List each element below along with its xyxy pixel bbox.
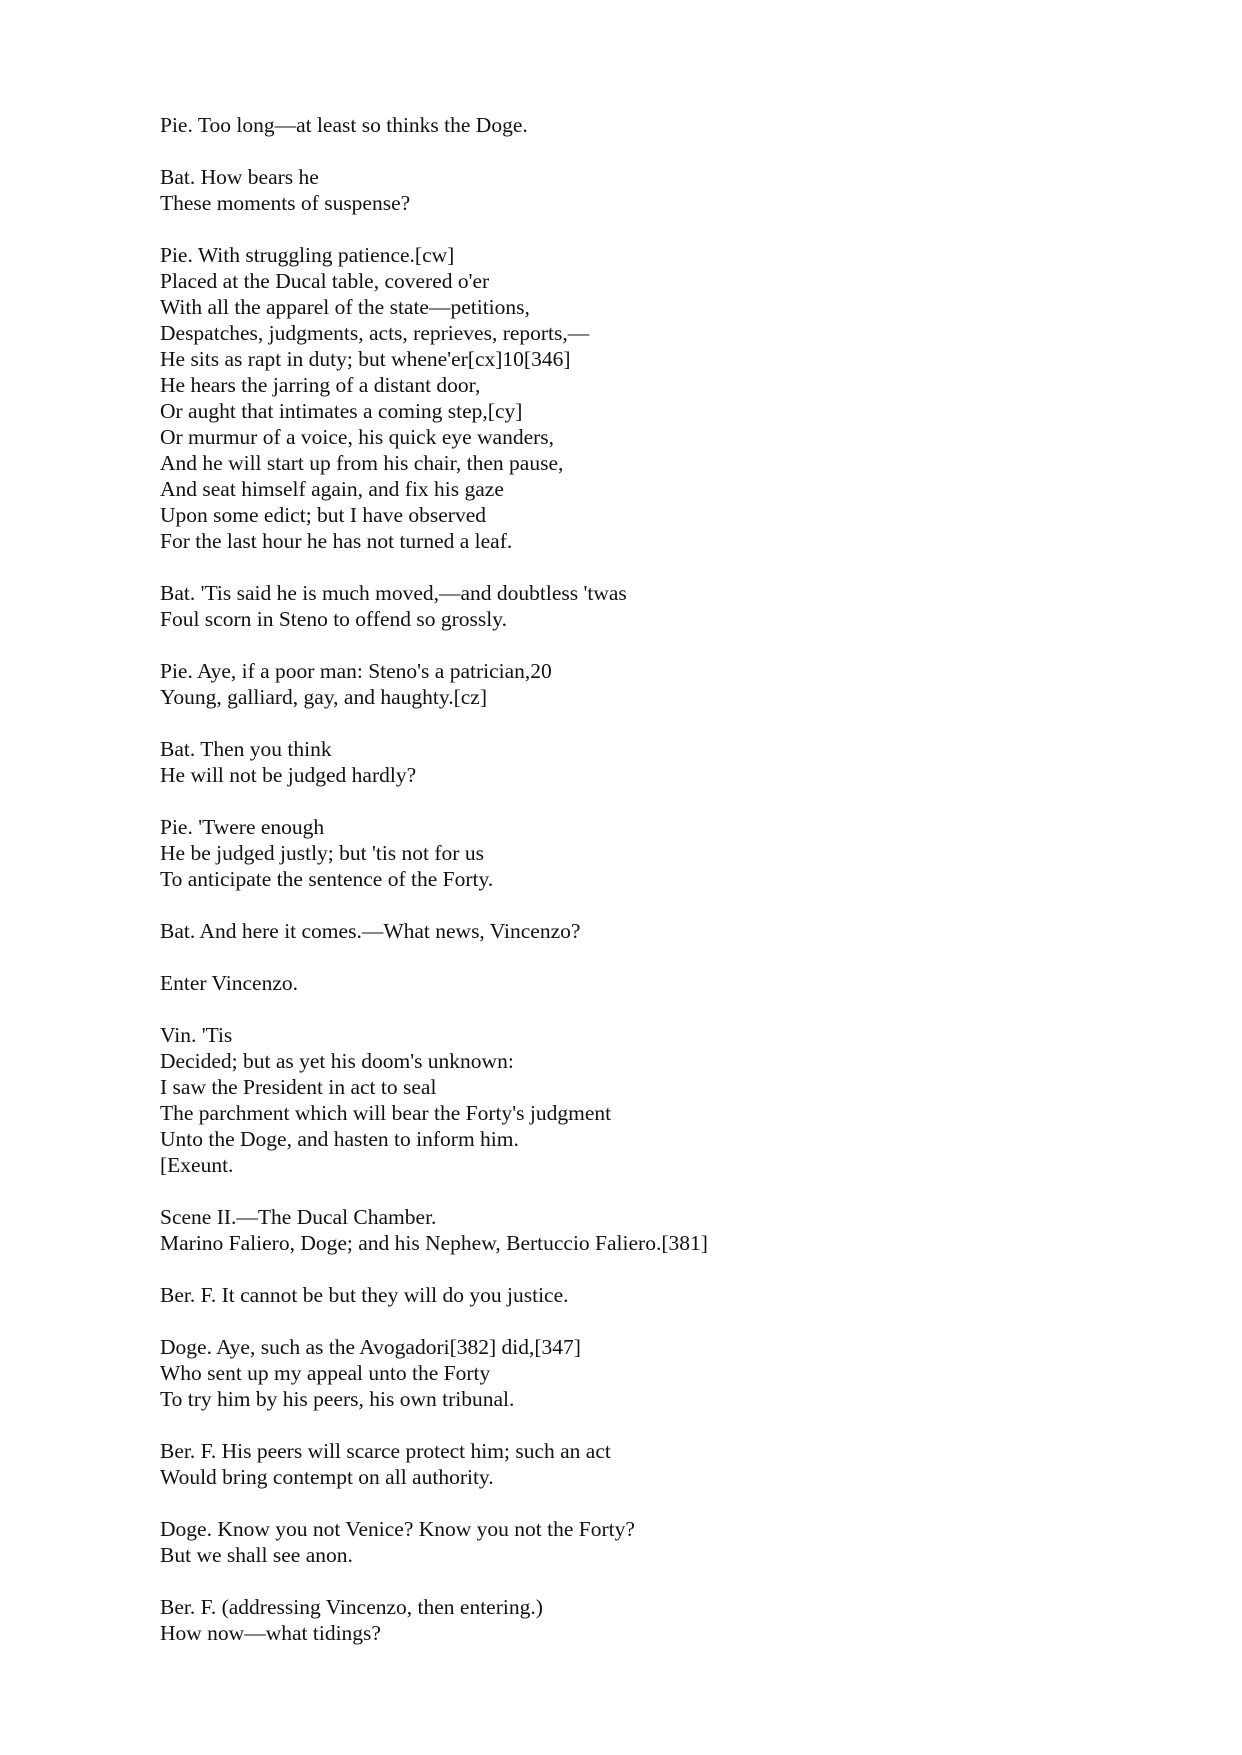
paragraph-15 (160, 1516, 1160, 1568)
text-line: Young, galliard, gay, and haughty.[cz] (160, 685, 488, 709)
text-line: Or murmur of a voice, his quick eye wanders, (160, 425, 555, 449)
paragraph-8 (160, 918, 1160, 944)
text-line: How now—what tidings? (160, 1621, 381, 1645)
text-line: I saw the President in act to seal (160, 1075, 437, 1099)
text-line: With all the apparel of the state—petitions, (160, 295, 530, 319)
text-line: Bat. 'Tis said he is much moved,—and doubtless 'twas (160, 581, 627, 605)
text-line: Upon some edict; but I have observed (160, 503, 486, 527)
text-line: Who sent up my appeal unto the Forty (160, 1361, 491, 1385)
text-line: The parchment which will bear the Forty's judgment (160, 1101, 612, 1125)
text-line: Doge. Know you not Venice? Know you not the Forty? (160, 1517, 635, 1541)
text-line: Pie. Aye, if a poor man: Steno's a patrician,20 (160, 659, 552, 683)
text-line: Scene II.—The Ducal Chamber. (160, 1205, 437, 1229)
paragraph-2 (160, 164, 1160, 216)
paragraph-13 (160, 1334, 1160, 1412)
scene-heading (160, 1204, 1160, 1256)
text-line: Vin. 'Tis (160, 1023, 233, 1047)
text-line: Pie. 'Twere enough (160, 815, 325, 839)
text-line: Foul scorn in Steno to offend so grossly. (160, 607, 507, 631)
text-line: Or aught that intimates a coming step,[cy] (160, 399, 523, 423)
text-line: Ber. F. His peers will scarce protect him; such an act (160, 1439, 611, 1463)
paragraph-1 (160, 112, 1160, 138)
text-line: Despatches, judgments, acts, reprieves, reports,— (160, 321, 590, 345)
text-line: Pie. Too long—at least so thinks the Doge. (160, 113, 528, 137)
text-line: And seat himself again, and fix his gaze (160, 477, 504, 501)
paragraph-7 (160, 814, 1160, 892)
stage-direction-enter (160, 970, 1160, 996)
paragraph-14 (160, 1438, 1160, 1490)
text-line: For the last hour he has not turned a leaf. (160, 529, 513, 553)
document-page (160, 112, 1160, 1672)
text-line: Pie. With struggling patience.[cw] (160, 243, 455, 267)
text-line: He hears the jarring of a distant door, (160, 373, 481, 397)
paragraph-10 (160, 1022, 1160, 1178)
paragraph-5 (160, 658, 1160, 710)
text-line: To anticipate the sentence of the Forty. (160, 867, 494, 891)
text-line: Bat. How bears he (160, 165, 319, 189)
text-line: Ber. F. (addressing Vincenzo, then entering.) (160, 1595, 543, 1619)
text-line: He sits as rapt in duty; but whene'er[cx]10[346] (160, 347, 571, 371)
text-line: He will not be judged hardly? (160, 763, 417, 787)
paragraph-12 (160, 1282, 1160, 1308)
text-line: To try him by his peers, his own tribunal. (160, 1387, 515, 1411)
text-line: But we shall see anon. (160, 1543, 353, 1567)
text-line: He be judged justly; but 'tis not for us (160, 841, 484, 865)
text-line: Decided; but as yet his doom's unknown: (160, 1049, 514, 1073)
text-line: Unto the Doge, and hasten to inform him. (160, 1127, 519, 1151)
text-line: Would bring contempt on all authority. (160, 1465, 494, 1489)
text-line: And he will start up from his chair, then pause, (160, 451, 564, 475)
text-line: Bat. Then you think (160, 737, 332, 761)
text-line: Bat. And here it comes.—What news, Vincenzo? (160, 919, 581, 943)
paragraph-4 (160, 580, 1160, 632)
text-line: [Exeunt. (160, 1153, 234, 1177)
text-line: These moments of suspense? (160, 191, 411, 215)
paragraph-3 (160, 242, 1160, 554)
text-line: Placed at the Ducal table, covered o'er (160, 269, 490, 293)
text-line: Enter Vincenzo. (160, 971, 299, 995)
text-line: Doge. Aye, such as the Avogadori[382] did,[347] (160, 1335, 581, 1359)
text-line: Marino Faliero, Doge; and his Nephew, Bertuccio Faliero.[381] (160, 1231, 708, 1255)
paragraph-16 (160, 1594, 1160, 1646)
paragraph-6 (160, 736, 1160, 788)
text-line: Ber. F. It cannot be but they will do you justice. (160, 1283, 569, 1307)
